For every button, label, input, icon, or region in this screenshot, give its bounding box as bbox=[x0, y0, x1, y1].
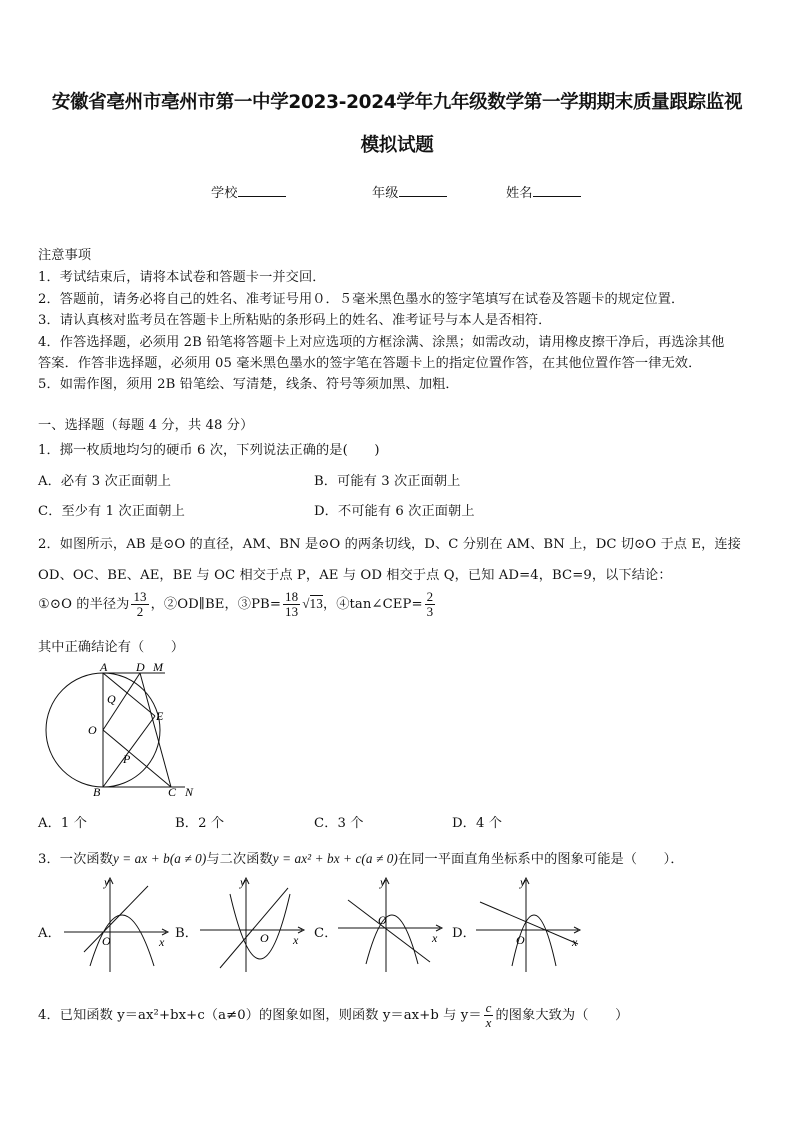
q3-graph-d bbox=[472, 874, 586, 974]
page-title: 安徽省亳州市亳州市第一中学2023-2024学年九年级数学第一学期期末质量跟踪监视 bbox=[51, 92, 743, 113]
q3-stem-pre: 3．一次函数 bbox=[38, 852, 113, 867]
svg-text:x: x bbox=[293, 933, 299, 947]
q3-stem bbox=[38, 848, 684, 867]
school-field bbox=[211, 182, 286, 201]
q2-c4-text: ，④tan∠CEP= bbox=[322, 597, 423, 612]
svg-text:x: x bbox=[159, 935, 165, 949]
q2-option-a: A．1 个 bbox=[38, 816, 87, 831]
notes-item: 5．如需作图，须用 2B 铅笔绘、写清楚，线条、符号等须加黑、加粗． bbox=[38, 377, 459, 392]
q3-option-b: B． bbox=[175, 926, 199, 941]
svg-text:y: y bbox=[520, 875, 526, 889]
q2-stem-line1: 2．如图所示，AB 是⊙O 的直径，AM、BN 是⊙O 的两条切线，D、C 分别在 AM、BN 上，DC 切⊙O 于点 E，连接 bbox=[38, 537, 741, 552]
page-title-line2: 模拟试题 bbox=[360, 135, 434, 156]
q3-graph-c bbox=[334, 874, 446, 974]
q1-option-d: D．不可能有 6 次正面朝上 bbox=[314, 504, 475, 519]
q2-c3-radical: √13 bbox=[302, 596, 323, 611]
q2-c2-text: ，②OD∥BE，③PB= bbox=[150, 597, 281, 612]
q2-option-d: D．4 个 bbox=[452, 816, 503, 831]
svg-text:y: y bbox=[104, 875, 110, 889]
svg-text:O: O bbox=[378, 913, 387, 927]
school-label: 学校 bbox=[211, 186, 238, 201]
notes-item: 2．答题前，请务必将自己的姓名、准考证号用０．５毫米黑色墨水的签字笔填写在试卷及答题卡的规定位置． bbox=[38, 292, 685, 307]
label-m: M bbox=[153, 660, 163, 674]
svg-text:y: y bbox=[380, 875, 386, 889]
segment-oc bbox=[103, 730, 171, 787]
label-b: B bbox=[93, 785, 101, 799]
svg-text:y: y bbox=[240, 875, 246, 889]
name-blank bbox=[533, 184, 581, 197]
svg-text:x: x bbox=[432, 931, 438, 945]
section-heading: 一、选择题（每题 4 分，共 48 分） bbox=[38, 418, 254, 433]
svg-text:O: O bbox=[260, 931, 269, 945]
q2-c3-fraction: $\frac{18}{13}$ bbox=[285, 589, 299, 619]
q3-graph-b bbox=[196, 874, 308, 974]
svg-text:x: x bbox=[572, 935, 578, 949]
label-q: Q bbox=[107, 692, 116, 706]
q2-circle-figure bbox=[40, 660, 210, 800]
q3-option-c: C． bbox=[314, 926, 338, 941]
q1-option-a: A．必有 3 次正面朝上 bbox=[38, 474, 171, 489]
label-a: A bbox=[100, 660, 108, 674]
svg-text:O: O bbox=[102, 934, 111, 948]
q2-stem-line2: OD、OC、BE、AE，BE 与 OC 相交于点 P，AE 与 OD 相交于点 Q，已知 AD=4，BC=9，以下结论： bbox=[38, 568, 672, 583]
q4-stem-pre: 4．已知函数 y＝ax²+bx+c（a≠0）的图象如图，则函数 y＝ax+b 与 y＝ bbox=[38, 1008, 482, 1023]
grade-blank bbox=[399, 184, 447, 197]
q3-linear-formula: y = ax + b(a ≠ 0) bbox=[112, 851, 207, 866]
q2-option-c: C．3 个 bbox=[314, 816, 364, 831]
q4-stem-post: 的图象大致为（ ） bbox=[495, 1008, 629, 1023]
notes-heading: 注意事项 bbox=[38, 248, 92, 263]
q3-stem-post: 在同一平面直角坐标系中的图象可能是（ ）． bbox=[397, 852, 684, 867]
q3-graph-a bbox=[60, 874, 172, 974]
label-e: E bbox=[156, 709, 164, 723]
q2-c4-fraction: $\frac{2}{3}$ bbox=[426, 589, 434, 619]
notes-item: 1．考试结束后，请将本试卷和答题卡一并交回． bbox=[38, 270, 326, 285]
notes-item: 答案．作答非选择题，必须用 05 毫米黑色墨水的签字笔在答题卡上的指定位置作答，在其他位置作答一律无效． bbox=[38, 356, 702, 371]
q1-stem: 1．掷一枚质地均匀的硬币 6 次，下列说法正确的是( ) bbox=[38, 443, 380, 458]
q1-option-c: C．至少有 1 次正面朝上 bbox=[38, 504, 185, 519]
q2-option-b: B．2 个 bbox=[175, 816, 225, 831]
notes-item: 3．请认真核对监考员在答题卡上所粘贴的条形码上的姓名、准考证号与本人是否相符． bbox=[38, 313, 552, 328]
q2-question: 其中正确结论有（ ） bbox=[38, 640, 185, 655]
label-d: D bbox=[136, 660, 145, 674]
q2-c1-text: ①⊙O 的半径为 bbox=[38, 597, 130, 612]
label-o: O bbox=[88, 723, 97, 737]
label-p: P bbox=[123, 752, 131, 766]
q3-quadratic-formula: y = ax² + bx + c(a ≠ 0) bbox=[272, 851, 398, 866]
q2-conclusions bbox=[38, 590, 437, 619]
name-label: 姓名 bbox=[506, 186, 533, 201]
grade-label: 年级 bbox=[372, 186, 399, 201]
school-blank bbox=[238, 184, 286, 197]
q2-c1-fraction: $\frac{13}{2}$ bbox=[133, 589, 147, 619]
grade-field bbox=[372, 182, 447, 201]
q4-stem bbox=[38, 1001, 628, 1030]
q3-stem-mid: 与二次函数 bbox=[206, 852, 273, 867]
q3-option-a: A． bbox=[38, 926, 61, 941]
q1-option-b: B．可能有 3 次正面朝上 bbox=[314, 474, 461, 489]
name-field bbox=[506, 182, 581, 201]
label-n: N bbox=[185, 785, 194, 799]
q3-option-d: D． bbox=[452, 926, 476, 941]
label-c: C bbox=[168, 785, 177, 799]
svg-text:O: O bbox=[516, 933, 525, 947]
q4-fraction: $\frac{c}{x}$ bbox=[485, 1000, 492, 1030]
notes-item: 4．作答选择题，必须用 2B 铅笔将答题卡上对应选项的方框涂满、涂黑；如需改动，请用橡皮擦干净后，再选涂其他 bbox=[38, 335, 725, 350]
